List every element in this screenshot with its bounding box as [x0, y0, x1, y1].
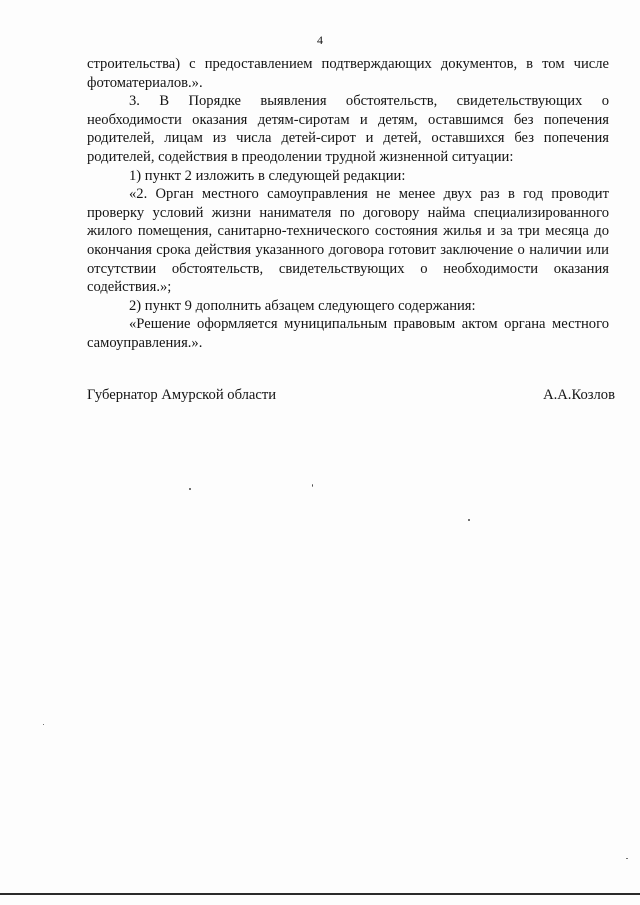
- signatory-name: А.А.Козлов: [543, 387, 615, 403]
- paragraph: 1) пункт 2 изложить в следующей редакции:: [129, 167, 406, 184]
- document-body: [87, 55, 609, 353]
- paragraph: 2) пункт 9 дополнить абзацем следующего содержания:: [129, 297, 476, 314]
- page-number: 4: [317, 33, 323, 47]
- paragraph: строительства) с предоставлением подтверждающих документов, в том числе фотоматериалов.».: [87, 56, 609, 91]
- scan-speck: [189, 488, 191, 490]
- scan-speck: [626, 858, 628, 859]
- paragraph: «2. Орган местного самоуправления не менее двух раз в год проводит проверку условий жизни нанимателя по договору найма специализированного жилого помещения, санитарно-технического состояния жилья и за три месяца до окончания срока действия указанного договора готовит заключение о наличии или отсутствии обстоятельств, свидетельствующих о необходимости оказания содействия.»;: [87, 186, 609, 296]
- paragraph: «Решение оформляется муниципальным правовым актом органа местного самоуправления.».: [87, 316, 609, 351]
- scan-speck: [312, 484, 313, 487]
- signatory-position: Губернатор Амурской области: [87, 387, 277, 403]
- scan-speck: [43, 724, 44, 725]
- scan-speck: [468, 519, 470, 521]
- signature-block: [87, 387, 615, 404]
- paragraph: 3. В Порядке выявления обстоятельств, свидетельствующих о необходимости оказания детям-сиротам и детям, оставшимся без попечения родителей, лицам из числа детей-сирот и детей, оставшихся без попечения родителей, содействия в преодолении трудной жизненной ситуации:: [87, 93, 609, 165]
- scan-edge-line: [0, 893, 640, 895]
